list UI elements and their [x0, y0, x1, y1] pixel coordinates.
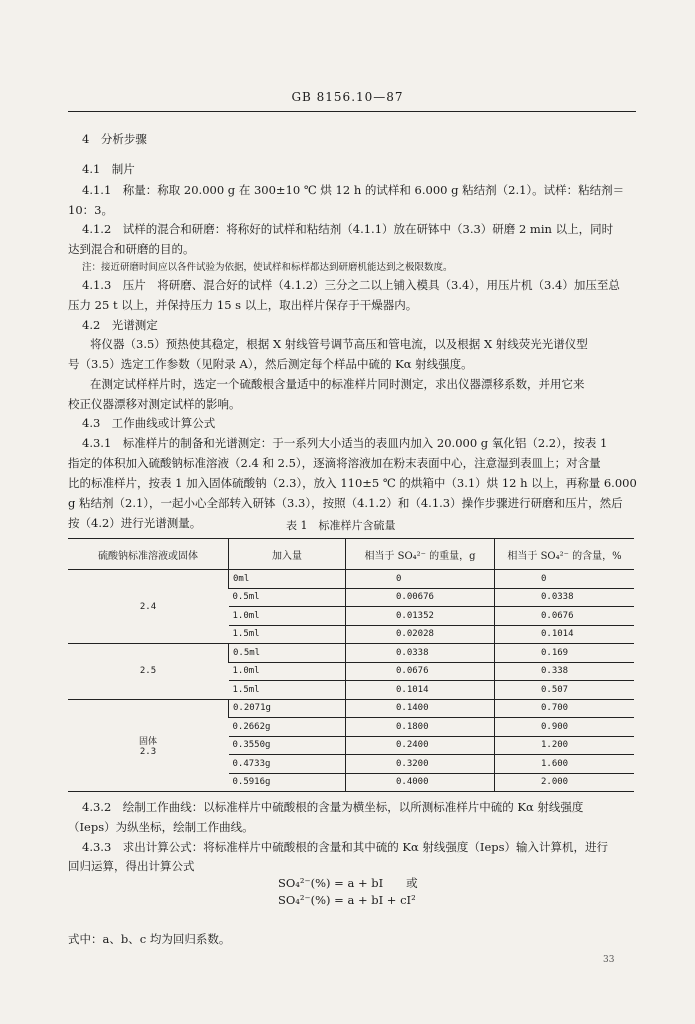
group-label-line: 固体 [138, 736, 157, 747]
section-4-1-heading: 4.1 制片 [82, 162, 135, 176]
table-row [68, 570, 634, 589]
table-cell: 0.0338 [495, 588, 635, 607]
table-cell: 0.900 [495, 718, 635, 737]
table-cell: 0.5ml [229, 644, 346, 663]
table-header-row [68, 539, 634, 570]
para-4-3-1-c: 比的标准样片，按表 1 加入固体硫酸钠（2.3），放入 110±5 ℃ 的烘箱中（3.1）烘 12 h 以上，再称量 6.000 [68, 476, 637, 490]
table-cell: 0.4000 [346, 773, 495, 792]
table-cell: 0.0338 [346, 644, 495, 663]
table-cell: 0.3550g [229, 736, 346, 755]
para-4-3-3-b: 回归运算，得出计算公式 [68, 859, 195, 873]
table-cell: 0.1800 [346, 718, 495, 737]
col-header-weight: 相当于 SO₄²⁻ 的重量，g [346, 539, 495, 570]
regression-formula-quadratic: SO₄²⁻(%) = a + bI + cI² [278, 893, 416, 907]
para-4-2-b: 号（3.5）选定工作参数（见附录 A），然后测定每个样品中硫的 Kα 射线强度。 [68, 357, 473, 371]
table-cell: 0.4733g [229, 755, 346, 774]
col-header-reagent: 硫酸钠标准溶液或固体 [68, 539, 229, 570]
para-4-2-c: 在测定试样样片时，选定一个硫酸根含量适中的标准样片同时测定，求出仪器漂移系数，并用它来 [90, 377, 585, 391]
table-cell: 1.0ml [229, 662, 346, 681]
table-cell: 2.000 [495, 773, 635, 792]
table-cell: 0.169 [495, 644, 635, 663]
table-cell: 0.1014 [346, 681, 495, 700]
regression-formula-linear: SO₄²⁻(%) = a + bI 或 [278, 876, 418, 890]
table-cell: 0.5916g [229, 773, 346, 792]
note-line: 注：接近研磨时间应以各件试验为依据，使试样和标样都达到研磨机能达到之极限数度。 [82, 262, 453, 273]
para-4-3-1-d: g 粘结剂（2.1），一起小心全部转入研钵（3.3），按照（4.1.2）和（4.1.3）操作步骤进行研磨和压片，然后 [68, 496, 623, 510]
table-cell: 0.2400 [346, 736, 495, 755]
table-cell: 1.200 [495, 736, 635, 755]
para-4-3-2-a: 4.3.2 绘制工作曲线：以标准样片中硫酸根的含量为横坐标，以所测标准样片中硫的 Kα 射线强度 [82, 800, 584, 814]
table-cell: 0.2071g [229, 699, 346, 718]
header-rule [68, 111, 636, 112]
table-cell: 0ml [229, 570, 346, 589]
para-4-2-d: 校正仪器漂移对测定试样的影响。 [68, 397, 241, 411]
table-cell: 1.5ml [229, 681, 346, 700]
table-row [68, 699, 634, 718]
table-cell: 0.0676 [346, 662, 495, 681]
table-group-2-5 [68, 644, 634, 700]
section-4-3-heading: 4.3 工作曲线或计算公式 [82, 416, 216, 430]
table-cell: 0 [346, 570, 495, 589]
group-label: 2.5 [68, 644, 229, 700]
para-4-1-1-cont: 10：3。 [68, 203, 113, 217]
para-4-2-a: 将仪器（3.5）预热使其稳定，根据 X 射线管号调节高压和管电流，以及根据 X 射线荧光光谱仪型 [90, 337, 588, 351]
table-group-solid-2-3 [68, 699, 634, 792]
para-4-1-2-cont: 达到混合和研磨的目的。 [68, 242, 195, 256]
para-4-3-2-b: （Ieps）为纵坐标，绘制工作曲线。 [68, 820, 254, 834]
table-cell: 0.3200 [346, 755, 495, 774]
coefficient-note: 式中：a、b、c 均为回归系数。 [68, 932, 231, 946]
table-cell: 0.338 [495, 662, 635, 681]
group-label-line: 2.3 [139, 746, 157, 757]
group-label [68, 699, 229, 792]
table-caption: 表 1 标准样片含硫量 [286, 519, 396, 532]
table-group-2-4 [68, 570, 634, 644]
para-4-1-3: 4.1.3 压片 将研磨、混合好的试样（4.1.2）三分之二以上铺入模具（3.4），用压片机（3.4）加压至总 [82, 278, 620, 292]
para-4-1-3-cont: 压力 25 t 以上，并保持压力 15 s 以上，取出样片保存于干燥器内。 [68, 298, 418, 312]
table-cell: 0.5ml [229, 588, 346, 607]
para-4-3-1-b: 指定的体积加入硫酸钠标准溶液（2.4 和 2.5），逐滴将溶液加在粉末表面中心，注意湿到表皿上；对含量 [68, 456, 601, 470]
table-cell: 1.0ml [229, 607, 346, 626]
group-label: 2.4 [68, 570, 229, 644]
table-cell: 1.5ml [229, 625, 346, 644]
para-4-3-1-e: 按（4.2）进行光谱测量。 [68, 516, 202, 530]
col-header-amount: 加入量 [229, 539, 346, 570]
table-cell: 0.00676 [346, 588, 495, 607]
table-cell: 1.600 [495, 755, 635, 774]
col-header-content: 相当于 SO₄²⁻ 的含量，% [495, 539, 635, 570]
table-cell: 0.700 [495, 699, 635, 718]
page-mark: 33 [603, 955, 615, 965]
table-cell: 0.02028 [346, 625, 495, 644]
table-cell: 0.2662g [229, 718, 346, 737]
section-4-heading: 4 分析步骤 [82, 132, 147, 146]
table-row [68, 644, 634, 663]
para-4-3-3-a: 4.3.3 求出计算公式：将标准样片中硫酸根的含量和其中硫的 Kα 射线强度（Ieps）输入计算机，进行 [82, 840, 609, 854]
para-4-3-1-a: 4.3.1 标准样片的制备和光谱测定：于一系列大小适当的表皿内加入 20.000 g 氧化铝（2.2），按表 1 [82, 436, 608, 450]
standard-sample-table [68, 538, 634, 792]
table-cell: 0.1400 [346, 699, 495, 718]
table-cell: 0.507 [495, 681, 635, 700]
table-cell: 0.01352 [346, 607, 495, 626]
section-4-2-heading: 4.2 光谱测定 [82, 318, 158, 332]
para-4-1-2: 4.1.2 试样的混合和研磨：将称好的试样和粘结剂（4.1.1）放在研钵中（3.3）研磨 2 min 以上，同时 [82, 222, 614, 236]
standard-number-header: GB 8156.10—87 [291, 90, 404, 104]
table-cell: 0.0676 [495, 607, 635, 626]
table-cell: 0 [495, 570, 635, 589]
para-4-1-1: 4.1.1 称量：称取 20.000 g 在 300±10 ℃ 烘 12 h 的试样和 6.000 g 粘结剂（2.1）。试样：粘结剂＝ [82, 183, 625, 197]
table-cell: 0.1014 [495, 625, 635, 644]
